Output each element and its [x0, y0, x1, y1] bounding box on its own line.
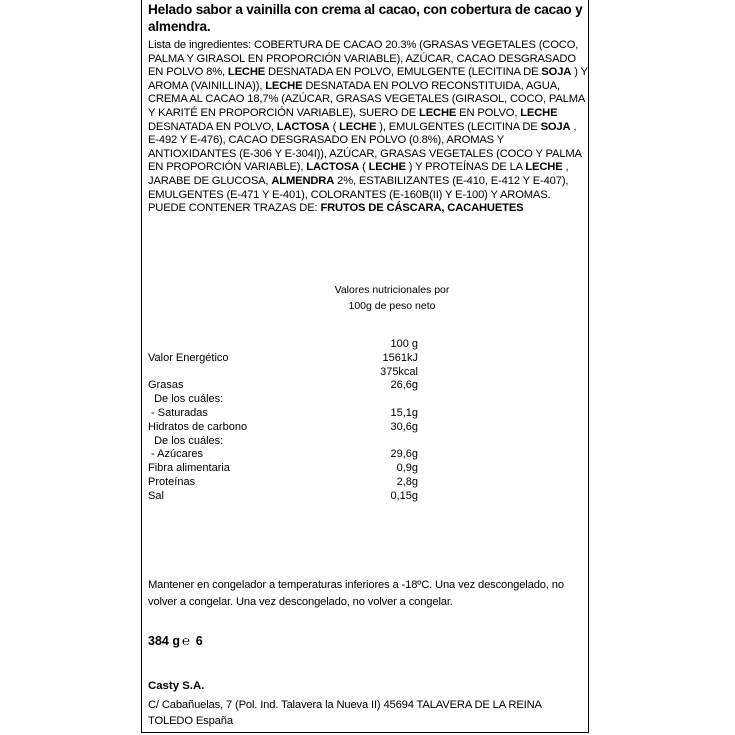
net-weight: [148, 633, 203, 648]
nutrition-row: [148, 352, 428, 366]
nutrition-row-value: 29,6g: [390, 448, 418, 461]
nutrition-row: [148, 462, 428, 476]
allergen-text: LECHE: [227, 66, 266, 79]
ingredient-text: DESNATADA EN POLVO,: [148, 120, 277, 133]
estimated-sign-icon: ℮: [181, 633, 190, 648]
nutrition-header-line1: Valores nutricionales por: [334, 284, 450, 296]
ingredients-list: [148, 39, 588, 216]
ingredient-text: ) Y PROTEÍNAS DE LA: [405, 161, 526, 174]
ingredient-text: ), EMULGENTES (LECITINA DE: [376, 120, 541, 133]
allergen-text: FRUTOS DE CÁSCARA, CACAHUETES: [320, 202, 524, 215]
nutrition-row-value: 375kcal: [380, 365, 418, 378]
nutrition-row-name: Grasas: [148, 379, 184, 392]
nutrition-row-name: De los cuáles:: [148, 434, 224, 447]
ingredient-text: (: [329, 120, 340, 133]
ingredient-text: DESNATADA EN POLVO RECONSTITUIDA, AGUA, CREMA AL CACAO 18,7% (AZÚCAR, GRASAS VEGETALES (GIRASOL, COCO, PALMA Y KARITÉ EN PROPORCIÓN VARIABLE), SUERO DE: [148, 79, 585, 119]
allergen-text: LACTOSA: [306, 161, 360, 174]
allergen-text: LECHE: [419, 106, 457, 119]
nutrition-row-value: 1561kJ: [382, 351, 418, 364]
nutrition-row: [148, 407, 428, 421]
ingredient-text: (: [359, 161, 369, 174]
ingredient-text: EN POLVO,: [456, 106, 521, 119]
allergen-text: LECHE: [339, 120, 377, 133]
nutrition-row-value: 26,6g: [390, 379, 418, 392]
nutrition-row-value: 15,1g: [390, 406, 418, 419]
nutrition-row-name: - Saturadas: [148, 406, 208, 419]
nutrition-row: [148, 393, 428, 407]
nutrition-row: [148, 338, 428, 352]
nutrition-row-value: 100 g: [390, 338, 418, 350]
unit-count: 6: [195, 634, 203, 648]
allergen-text: LECHE: [265, 79, 303, 92]
nutrition-row-name: - Azúcares: [148, 448, 204, 461]
nutrition-row-value: 2,8g: [396, 475, 418, 488]
nutrition-row-name: Hidratos de carbono: [148, 420, 248, 433]
nutrition-row-name: Fibra alimentaria: [148, 462, 230, 475]
storage-instructions: Mantener en congelador a temperaturas inferiores a -18ºC. Una vez descongelado, no volver a congelar. Una vez descongelado, no volver a congelar.: [148, 579, 564, 608]
ingredient-text: 2%, ESTABILIZANTES (E-410, E-412 Y E-407), EMULGENTES (E-471 Y E-401), COLORANTES (E-160B(II) Y E-100) Y AROMAS. PUEDE CONTENER TRAZAS DE:: [148, 174, 569, 215]
allergen-text: SOJA: [541, 66, 572, 79]
company-address: C/ Cabañuelas, 7 (Pol. Ind. Talavera la Nueva II) 45694 TALAVERA DE LA REINA TOLEDO España: [148, 699, 542, 727]
nutrition-row: [148, 490, 428, 504]
ingredient-text: ) Y AROMA (VAINILLINA)),: [148, 66, 588, 92]
nutrition-row-value: 0,15g: [390, 489, 418, 502]
product-title: Helado sabor a vainilla con crema al cacao, con cobertura de cacao y almendra.: [148, 2, 583, 34]
nutrition-row-value: 30,6g: [390, 420, 418, 433]
allergen-text: SOJA: [540, 120, 571, 133]
nutrition-row: [148, 435, 428, 449]
allergen-text: LECHE: [520, 106, 558, 119]
nutrition-row-name: De los cuáles:: [148, 393, 224, 406]
nutrition-row: [148, 476, 428, 490]
nutrition-row-value: 0,9g: [396, 462, 418, 475]
product-label: [141, 0, 589, 733]
nutrition-row-name: Proteínas: [148, 475, 196, 488]
ingredient-text: , JARABE DE GLUCOSA,: [148, 161, 569, 187]
nutrition-header-line2: 100g de peso neto: [348, 300, 436, 312]
nutrition-table: [148, 338, 428, 504]
allergen-text: LECHE: [368, 161, 406, 174]
ingredient-text: , E-492 Y E-476), CACAO DESGRASADO EN POLVO (0.8%), AROMAS Y ANTIOXIDANTES (E-306 Y E-304I)), AZÚCAR, GRASAS VEGETALES (COCO Y PALMA EN PROPORCIÓN VARIABLE),: [148, 120, 582, 174]
allergen-text: ALMENDRA: [271, 174, 335, 187]
nutrition-row: [148, 366, 428, 380]
allergen-text: LECHE: [525, 161, 563, 174]
nutrition-header: [292, 282, 492, 314]
allergen-text: LACTOSA: [276, 120, 330, 133]
nutrition-row: [148, 379, 428, 393]
nutrition-row: [148, 421, 428, 435]
nutrition-row-name: Valor Energético: [148, 351, 229, 364]
nutrition-row-name: Sal: [148, 489, 164, 502]
company-name: Casty S.A.: [148, 680, 205, 692]
nutrition-row: [148, 448, 428, 462]
ingredient-text: DESNATADA EN POLVO, EMULGENTE (LECITINA DE: [265, 66, 542, 79]
net-weight-value: 384 g: [148, 634, 180, 648]
ingredient-text: Lista de ingredientes: COBERTURA DE CACAO 20.3% (GRASAS VEGETALES (COCO, PALMA Y GIRASOL EN PROPORCIÓN VARIABLE), AZÚCAR, CACAO DESGRASADO EN POLVO 8%,: [148, 39, 579, 79]
